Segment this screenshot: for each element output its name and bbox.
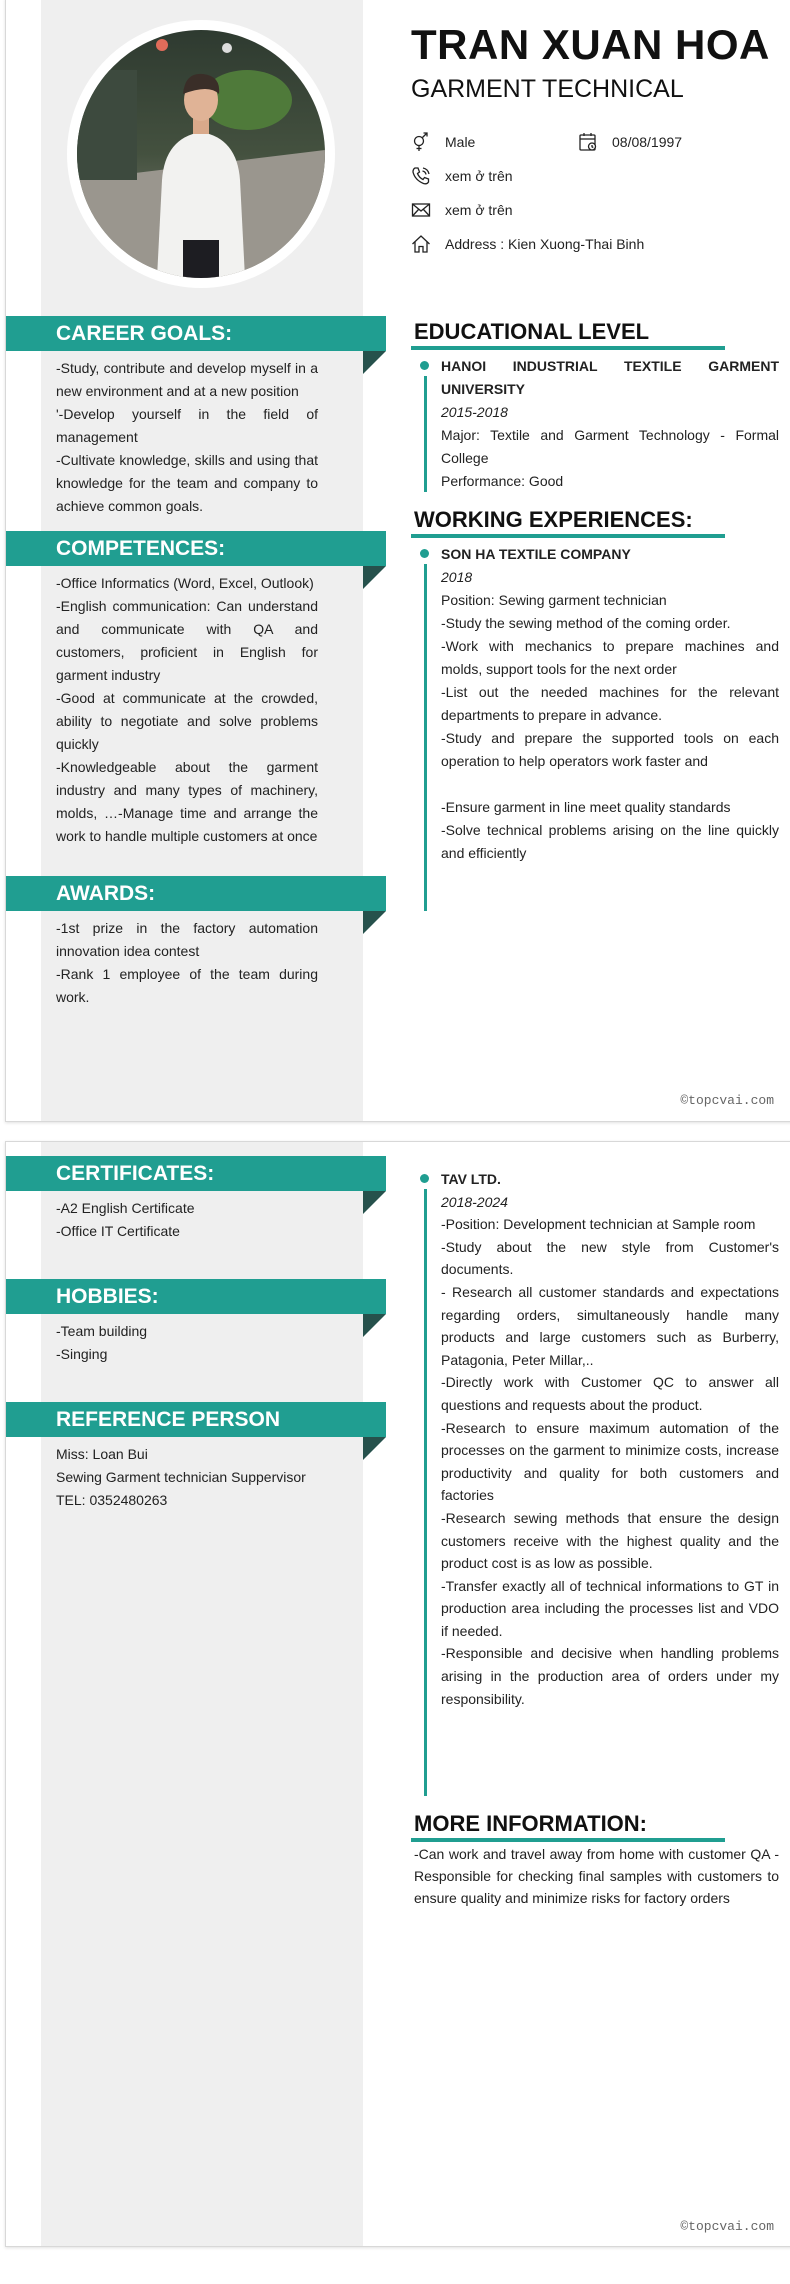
birthday-value: 08/08/1997 (612, 134, 683, 150)
list-item: -Team building (56, 1323, 148, 1339)
address-row (411, 234, 644, 254)
list-item: -Solve technical problems arising on the line quickly and efficiently (441, 822, 779, 861)
avatar (77, 30, 325, 278)
watermark: ©topcvai.com (680, 2219, 774, 2234)
ribbon-fold (363, 1191, 386, 1214)
list-item: -Work with mechanics to prepare machines and molds, support tools for the next order (441, 638, 779, 677)
list-item: -Cultivate knowledge, skills and using that knowledge for the team and company to achieve common goals. (56, 452, 318, 514)
address-value: Address : Kien Xuong-Thai Binh (445, 236, 645, 252)
list-item: -Position: Development technician at Sample room (441, 1216, 756, 1233)
birthday-row (578, 132, 682, 152)
more-info-heading: MORE INFORMATION: (414, 1811, 648, 1836)
list-item: Sewing Garment technician Suppervisor (56, 1469, 306, 1485)
list-item: - Research all customer standards and expectations regarding orders, simultaneously handle many products and large customers such as Burberry, Patagonia, Peter Millar,.. (441, 1283, 779, 1368)
list-item: -Singing (56, 1346, 108, 1362)
education-entry (441, 355, 779, 493)
calendar-icon (578, 132, 598, 152)
list-item: -Responsible and decisive when handling problems arising in the production area of orders under my responsibility. (441, 1645, 779, 1707)
timeline-line (424, 564, 427, 911)
timeline-dot (420, 361, 429, 370)
list-item: -List out the needed machines for the relevant departments to prepare in advance. (441, 684, 779, 723)
list-item: -Study about the new style from Customer's documents. (441, 1238, 779, 1278)
gender-icon (411, 132, 431, 152)
list-item: Major: Textile and Garment Technology - Formal College (441, 427, 779, 466)
company-name: TAV LTD. (441, 1171, 501, 1187)
competences-list (56, 572, 318, 848)
list-item: -Transfer exactly all of technical informations to GT in production area including the processes list and VDO if needed. (441, 1577, 779, 1639)
reference-list (56, 1443, 318, 1512)
hobbies-header: HOBBIES: (6, 1279, 386, 1314)
experience-heading: WORKING EXPERIENCES: (414, 507, 693, 532)
company-name: SON HA TEXTILE COMPANY (441, 546, 631, 562)
heading-underline (411, 1838, 725, 1842)
list-item: -Study, contribute and develop myself in a new environment and at a new position (56, 360, 318, 399)
ribbon-fold (363, 911, 386, 934)
gender-value: Male (445, 134, 476, 150)
phone-row (411, 166, 513, 186)
job-details (441, 1213, 779, 1710)
hobbies-list (56, 1320, 318, 1366)
job-period: 2018-2024 (441, 1193, 508, 1210)
ribbon-fold (363, 1314, 386, 1337)
phone-value: xem ở trên (445, 168, 513, 184)
timeline-line (424, 1189, 427, 1796)
list-item: -Office Informatics (Word, Excel, Outlook) (56, 575, 314, 591)
certificates-list (56, 1197, 318, 1243)
email-value: xem ở trên (445, 202, 513, 218)
reference-header: REFERENCE PERSON (6, 1402, 386, 1437)
list-item: TEL: 0352480263 (56, 1492, 168, 1508)
email-row (411, 200, 513, 220)
awards-list (56, 917, 318, 1009)
education-heading: EDUCATIONAL LEVEL (414, 319, 650, 344)
job-title: GARMENT TECHNICAL (411, 75, 684, 103)
list-item: -Ensure garment in line meet quality standards (441, 799, 731, 815)
more-info-paragraph: -Can work and travel away from home with customer QA - Responsible for checking final samples with customers to ensure quality and minimize risks for factory orders (414, 1846, 779, 1906)
list-item: -Good at communicate at the crowded, ability to negotiate and solve problems quickly (56, 690, 318, 752)
watermark: ©topcvai.com (680, 1093, 774, 1108)
job-period: 2018 (441, 569, 473, 585)
list-item: Performance: Good (441, 473, 564, 489)
list-item: -Directly work with Customer QC to answer all questions and requests about the product. (441, 1374, 779, 1413)
list-item: -Office IT Certificate (56, 1223, 180, 1239)
job-entry (441, 543, 779, 865)
education-period: 2015-2018 (441, 404, 508, 420)
list-item: Miss: Loan Bui (56, 1446, 148, 1462)
mail-icon (411, 200, 431, 220)
competences-header: COMPETENCES: (6, 531, 386, 566)
list-item: -Research sewing methods that ensure the design customers receive with the highest quality and the product cost is as low as possible. (441, 1509, 779, 1572)
list-item: '-Develop yourself in the field of management (56, 406, 318, 445)
heading-underline (411, 346, 725, 350)
more-info-text (414, 1843, 779, 1909)
certificates-header: CERTIFICATES: (6, 1156, 386, 1191)
list-item: -Knowledgeable about the garment industry and many types of machinery, molds, …-Manage time and arrange the work to handle multiple customers at once (56, 759, 318, 844)
timeline-dot (420, 549, 429, 558)
timeline-line (424, 376, 427, 492)
list-item: Position: Sewing garment technician (441, 592, 667, 608)
cv-page-1 (5, 0, 790, 1122)
phone-icon (411, 166, 431, 186)
list-item: -Research to ensure maximum automation of the processes on the garment to minimize costs, increase productivity and quality for both customers and factories (441, 1419, 779, 1504)
list-item: -A2 English Certificate (56, 1200, 195, 1216)
ribbon-fold (363, 1437, 386, 1460)
list-item: -Rank 1 employee of the team during work. (56, 966, 318, 1005)
awards-header: AWARDS: (6, 876, 386, 911)
job-entry (441, 1168, 779, 1710)
career-goals-header: CAREER GOALS: (6, 316, 386, 351)
school-name: HANOI INDUSTRIAL TEXTILE GARMENT UNIVERSITY (441, 358, 779, 397)
ribbon-fold (363, 566, 386, 589)
list-item: -English communication: Can understand and communicate with QA and customers, proficient in English for garment industry (56, 598, 318, 683)
career-goals-list (56, 357, 318, 518)
list-item (441, 773, 779, 796)
gender-row (411, 132, 475, 152)
education-details (441, 424, 779, 493)
ribbon-fold (363, 351, 386, 374)
heading-underline (411, 534, 725, 538)
list-item: -Study and prepare the supported tools on each operation to help operators work faster and (441, 730, 779, 769)
list-item: -Study the sewing method of the coming order. (441, 615, 731, 631)
job-details (441, 589, 779, 865)
candidate-name: TRAN XUAN HOA (411, 21, 770, 68)
home-icon (411, 234, 431, 254)
list-item: -1st prize in the factory automation innovation idea contest (56, 920, 318, 959)
cv-page-2 (5, 1141, 790, 2247)
timeline-dot (420, 1174, 429, 1183)
